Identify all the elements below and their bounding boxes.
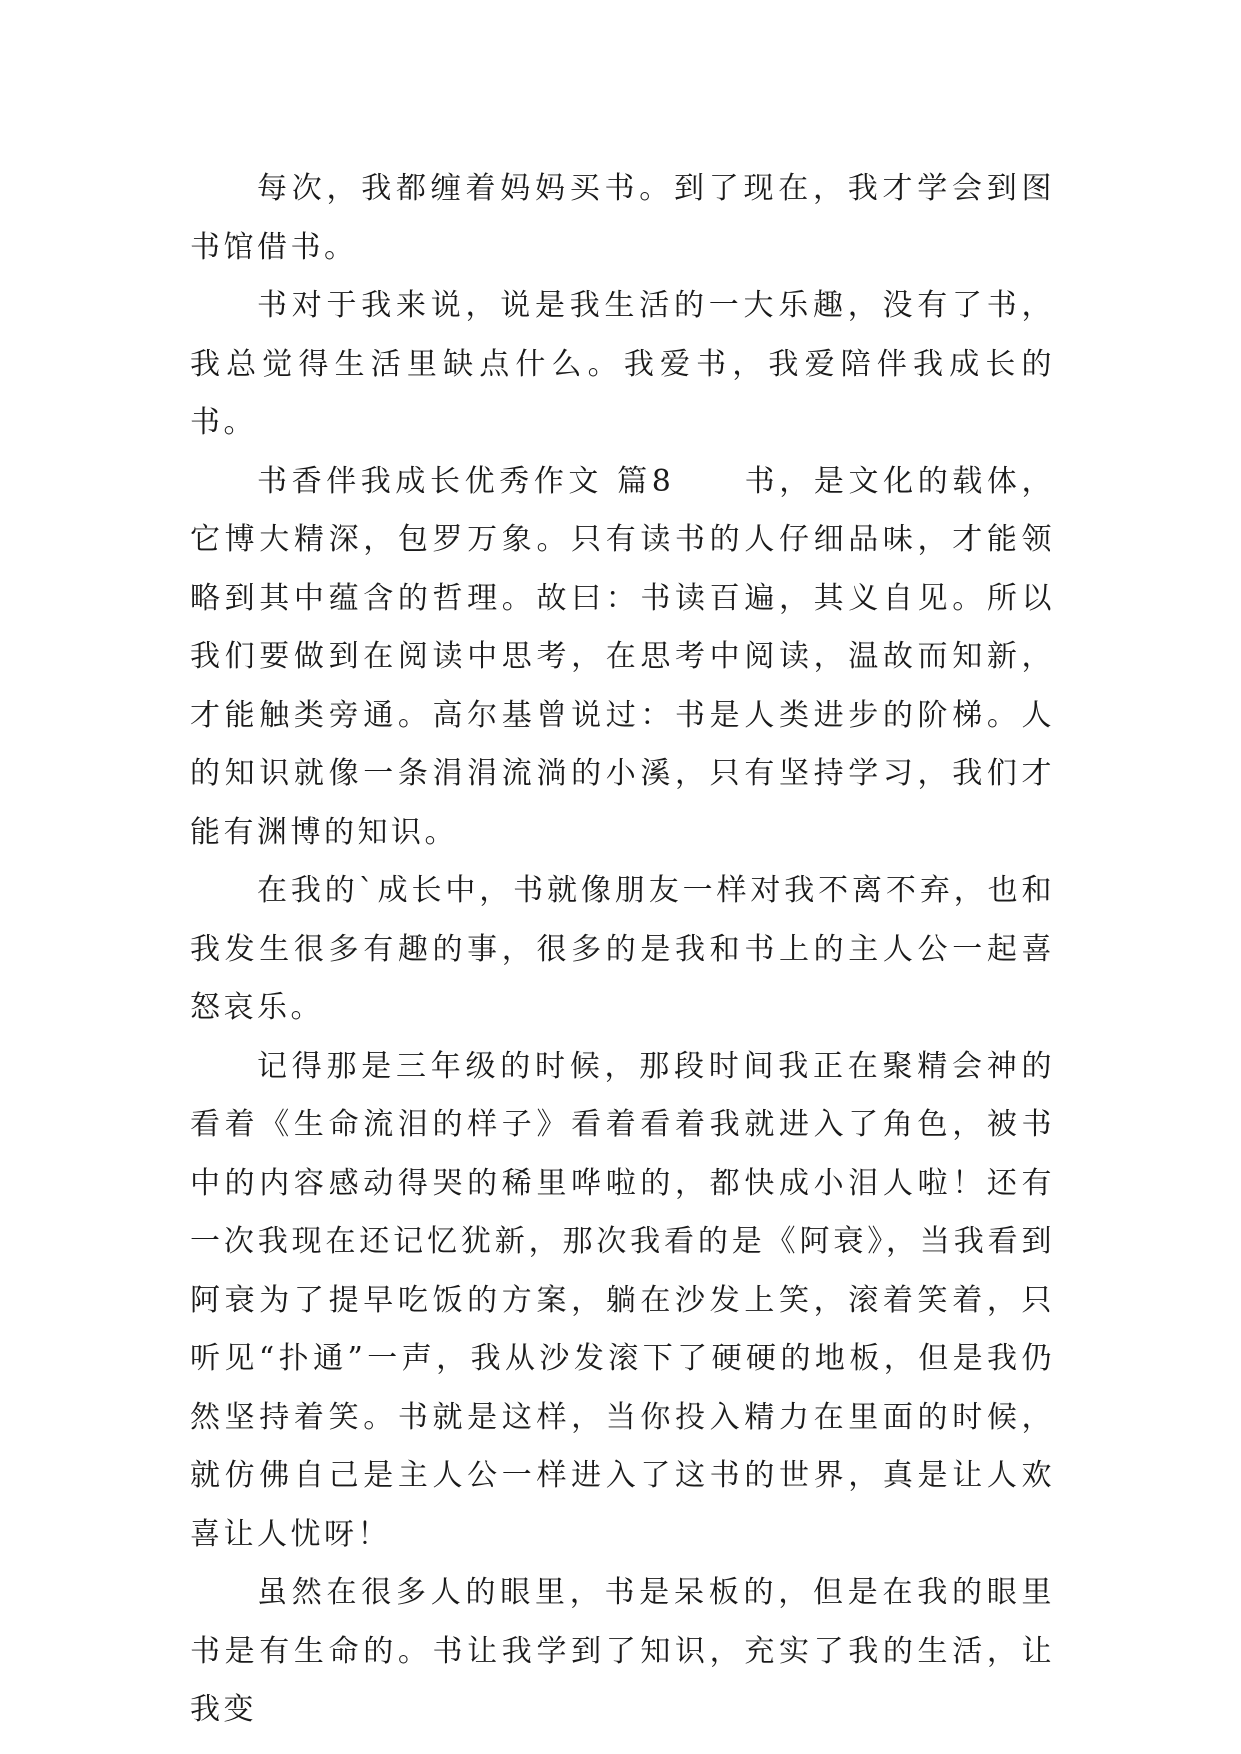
- paragraph: 在我的`成长中，书就像朋友一样对我不离不弃，也和我发生很多有趣的事，很多的是我和书上的主人公一起喜怒哀乐。: [190, 873, 1055, 1025]
- paragraph: 每次，我都缠着妈妈买书。到了现在，我才学会到图书馆借书。: [190, 171, 1055, 265]
- paragraph: 书对于我来说，说是我生活的一大乐趣，没有了书，我总觉得生活里缺点什么。我爱书，我爱陪伴我成长的书。: [190, 288, 1055, 440]
- paragraph: 记得那是三年级的时候，那段时间我正在聚精会神的看着《生命流泪的样子》看着看着我就进入了角色，被书中的内容感动得哭的稀里哗啦的，都快成小泪人啦！还有一次我现在还记忆犹新，那次我看的是《阿衰》，当我看到阿衰为了提早吃饭的方案，躺在沙发上笑，滚着笑着，只听见“扑通”一声，我从沙发滚下了硬硬的地板，但是我仍然坚持着笑。书就是这样，当你投入精力在里面的时候，就仿佛自己是主人公一样进入了这书的世界，真是让人欢喜让人忧呀！: [190, 1048, 1055, 1552]
- paragraph: 虽然在很多人的眼里，书是呆板的，但是在我的眼里书是有生命的。书让我学到了知识，充实了我的生活，让我变: [190, 1575, 1055, 1727]
- paragraph: 书香伴我成长优秀作文 篇8 书，是文化的载体，它博大精深，包罗万象。只有读书的人仔细品味，才能领略到其中蕴含的哲理。故曰：书读百遍，其义自见。所以我们要做到在阅读中思考，在思考中阅读，温故而知新，才能触类旁通。高尔基曾说过：书是人类进步的阶梯。人的知识就像一条涓涓流淌的小溪，只有坚持学习，我们才能有渊博的知识。: [190, 463, 1055, 850]
- document-body: [190, 160, 1055, 1740]
